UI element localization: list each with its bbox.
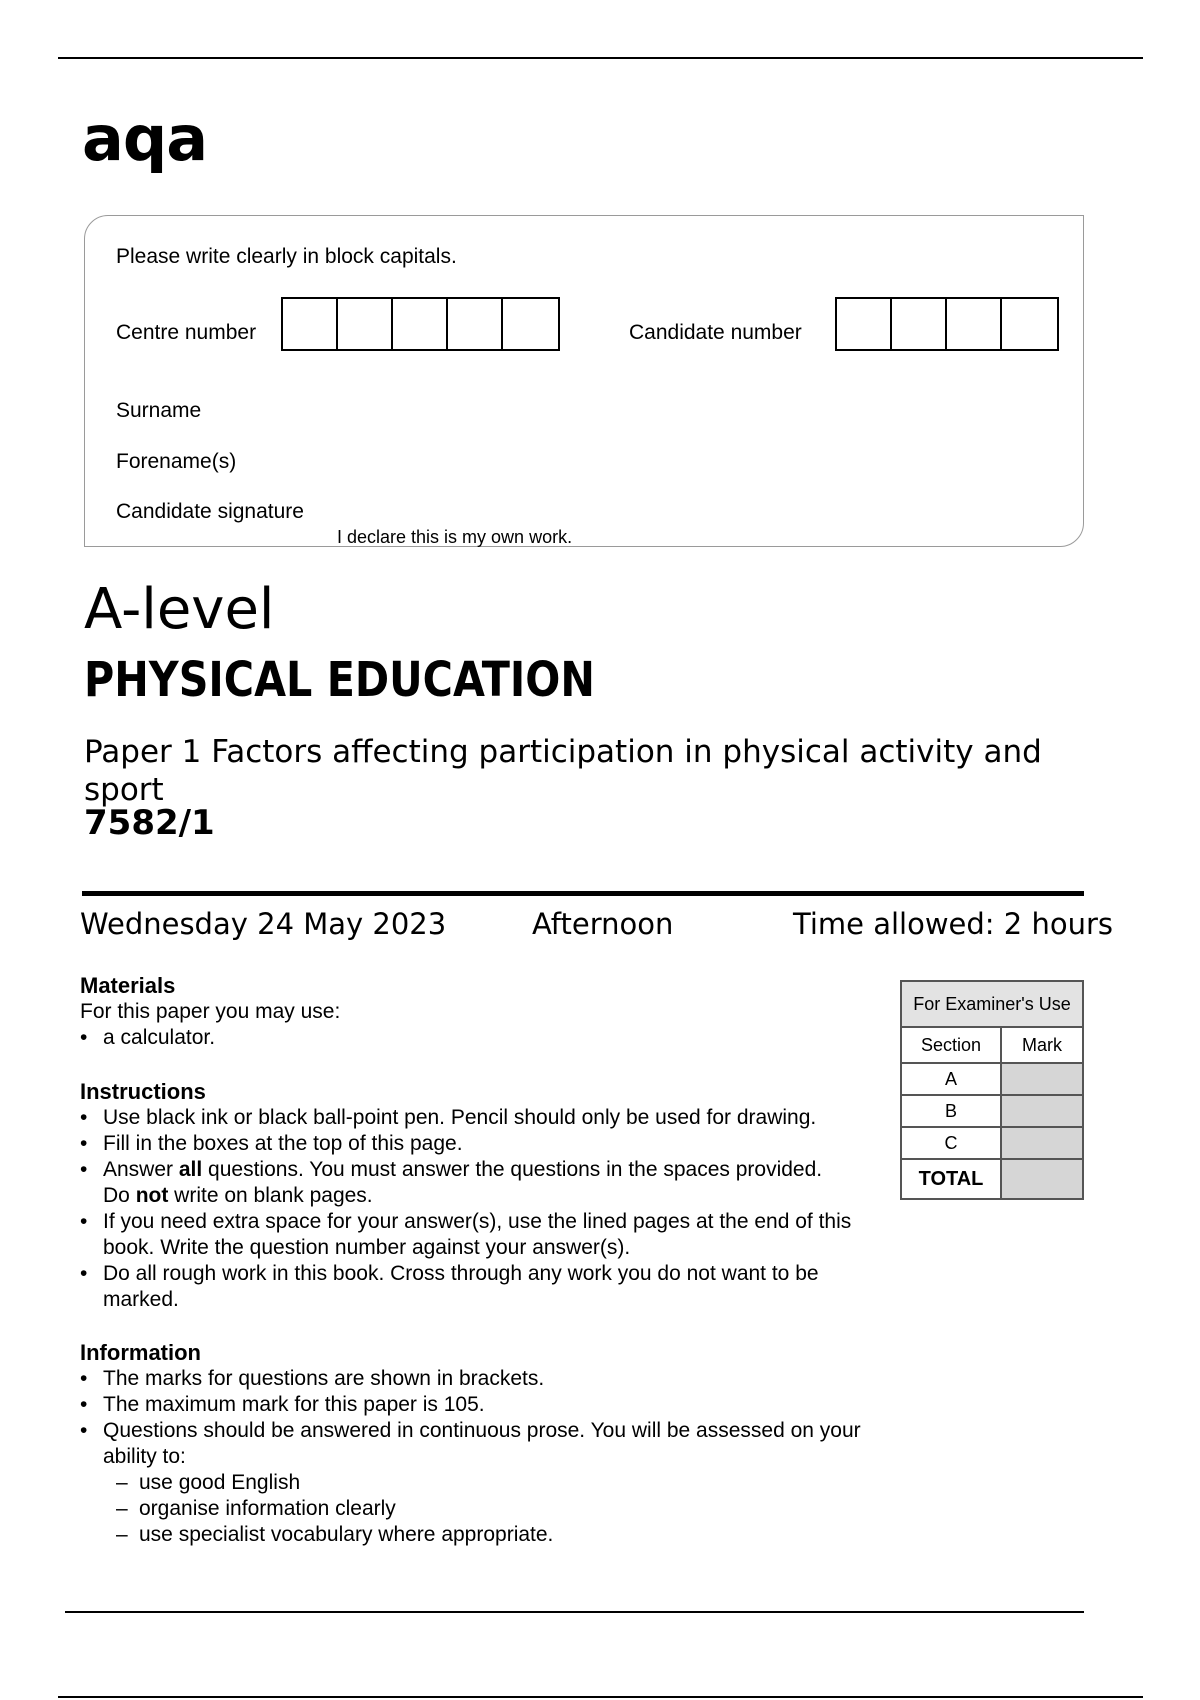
paper-title: Paper 1 Factors affecting participation in physical activity and sport (84, 734, 1042, 808)
aqa-logo: aqa (82, 102, 208, 175)
exam-session: Afternoon (532, 907, 674, 941)
materials-item: • a calculator. (80, 1025, 880, 1051)
instruction-item: • Answer all questions. You must answer the questions in the spaces provided. Do not write on blank pages. (80, 1157, 880, 1209)
exam-date: Wednesday 24 May 2023 (80, 907, 447, 941)
bottom-rule (58, 1696, 1143, 1698)
block-capitals-instruction: Please write clearly in block capitals. (116, 245, 457, 268)
information-subitem: – use specialist vocabulary where appropriate. (80, 1522, 880, 1548)
information-subitem: – organise information clearly (80, 1496, 880, 1522)
information-item: • The marks for questions are shown in brackets. (80, 1366, 880, 1392)
centre-digit-box[interactable] (338, 299, 393, 349)
top-rule (58, 57, 1143, 59)
centre-number-label: Centre number (116, 321, 257, 344)
centre-number-boxes[interactable] (281, 297, 560, 351)
information-heading: Information (80, 1340, 201, 1365)
footer-rule (65, 1611, 1084, 1613)
section-label: A (901, 1063, 1001, 1095)
total-label: TOTAL (901, 1159, 1001, 1199)
surname-label: Surname (116, 399, 202, 422)
materials-intro: For this paper you may use: (80, 1000, 341, 1023)
examiners-use-title: For Examiner's Use (901, 981, 1083, 1027)
candidate-digit-box[interactable] (947, 299, 1002, 349)
candidate-digit-box[interactable] (837, 299, 892, 349)
mark-cell (1001, 1063, 1083, 1095)
subject-title: PHYSICAL EDUCATION (84, 652, 595, 708)
information-subitem: – use good English (80, 1470, 880, 1496)
information-item: • Questions should be answered in continuous prose. You will be assessed on your ability to: (80, 1418, 880, 1470)
section-label: B (901, 1095, 1001, 1127)
signature-label: Candidate signature (116, 500, 304, 523)
mark-cell (1001, 1095, 1083, 1127)
mark-cell (1001, 1127, 1083, 1159)
instruction-item: • Use black ink or black ball-point pen. Pencil should only be used for drawing. (80, 1105, 880, 1131)
time-allowed: Time allowed: 2 hours (793, 907, 1113, 941)
centre-digit-box[interactable] (448, 299, 503, 349)
mark-column-header: Mark (1001, 1027, 1083, 1063)
candidate-digit-box[interactable] (892, 299, 947, 349)
candidate-digit-box[interactable] (1002, 299, 1057, 349)
centre-digit-box[interactable] (503, 299, 558, 349)
qualification-level: A-level (84, 577, 275, 642)
instruction-item: • Fill in the boxes at the top of this page. (80, 1131, 880, 1157)
information-item: • The maximum mark for this paper is 105. (80, 1392, 880, 1418)
candidate-number-label: Candidate number (629, 321, 802, 344)
instruction-item: • Do all rough work in this book. Cross through any work you do not want to be marked. (80, 1261, 880, 1313)
paper-code: 7582/1 (84, 803, 215, 843)
declaration-text: I declare this is my own work. (337, 527, 573, 547)
section-column-header: Section (901, 1027, 1001, 1063)
candidate-number-boxes[interactable] (835, 297, 1059, 351)
section-label: C (901, 1127, 1001, 1159)
thick-rule (82, 891, 1084, 896)
forenames-label: Forename(s) (116, 450, 237, 473)
centre-digit-box[interactable] (283, 299, 338, 349)
centre-digit-box[interactable] (393, 299, 448, 349)
instructions-section (80, 1079, 880, 1313)
instruction-item: • If you need extra space for your answer(s), use the lined pages at the end of this book. Write the question number against your answer(s). (80, 1209, 880, 1261)
materials-heading: Materials (80, 973, 176, 998)
total-mark-cell (1001, 1159, 1083, 1199)
instructions-heading: Instructions (80, 1079, 206, 1104)
information-section (80, 1340, 880, 1548)
materials-section (80, 973, 880, 1051)
examiners-use-table (900, 980, 1084, 1200)
